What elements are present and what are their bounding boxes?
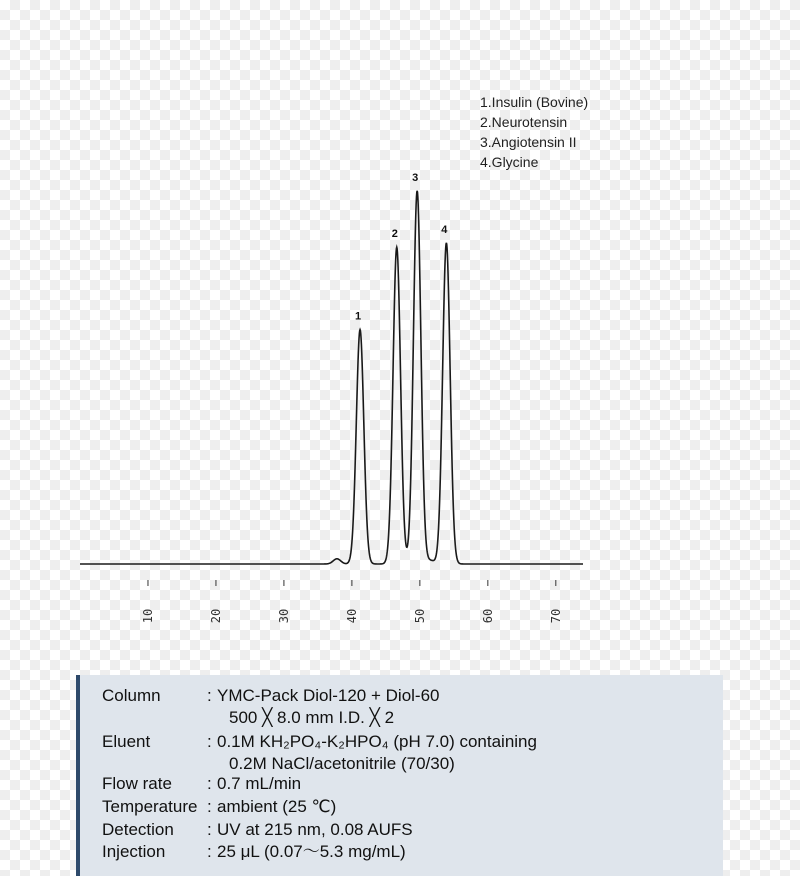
injection-separator: : <box>207 842 212 861</box>
x-tick-label: 30 <box>276 608 291 624</box>
x-tick-label: 20 <box>208 608 223 624</box>
condition-detection <box>102 819 413 841</box>
x-axis-ticks <box>141 580 563 623</box>
legend-item-2: 2.Neurotensin <box>480 114 568 130</box>
detection-separator: : <box>207 820 212 839</box>
detection-label: Detection <box>102 820 174 839</box>
peak-labels <box>355 172 448 323</box>
detection-value: UV at 215 nm, 0.08 AUFS <box>217 820 413 839</box>
column-separator: : <box>207 686 212 705</box>
x-tick-label: 40 <box>344 608 359 624</box>
chromatogram-trace <box>80 191 583 564</box>
peak-label: 4 <box>441 223 448 236</box>
flow-rate-value: 0.7 mL/min <box>217 774 302 793</box>
eluent-value: 0.1M KH₂PO₄-K₂HPO₄ (pH 7.0) containing <box>217 732 537 751</box>
eluent-label: Eluent <box>102 732 151 751</box>
flow-rate-label: Flow rate <box>102 774 172 793</box>
temperature-separator: : <box>207 797 212 816</box>
injection-label: Injection <box>102 842 166 861</box>
legend-item-1: 1.Insulin (Bovine) <box>480 94 589 110</box>
x-tick-label: 50 <box>412 608 427 624</box>
peak-legend <box>480 92 588 172</box>
temperature-value: ambient (25 ℃) <box>217 797 337 816</box>
condition-temperature <box>102 796 336 818</box>
column-value-line2: 500 ╳ 8.0 mm I.D. ╳ 2 <box>229 708 395 727</box>
peak-label: 1 <box>354 310 362 323</box>
condition-column <box>102 685 440 707</box>
x-tick-label: 10 <box>140 608 155 624</box>
column-value: YMC-Pack Diol-120 + Diol-60 <box>217 686 440 705</box>
eluent-value-line2: 0.2M NaCl/acetonitrile (70/30) <box>229 754 455 773</box>
condition-eluent <box>102 731 537 753</box>
x-tick-label: 70 <box>548 608 563 624</box>
temperature-label: Temperature <box>102 797 198 816</box>
condition-flow-rate <box>102 773 301 795</box>
injection-value: 25 μL (0.07～5.3 mg/mL) <box>217 842 406 861</box>
eluent-separator: : <box>207 732 212 751</box>
conditions-panel <box>76 675 723 876</box>
legend-item-3: 3.Angiotensin II <box>480 134 577 150</box>
flow-rate-separator: : <box>207 774 212 793</box>
x-tick-label: 60 <box>480 608 495 624</box>
condition-injection <box>102 841 406 863</box>
peak-label: 2 <box>391 228 398 241</box>
peak-label: 3 <box>412 171 419 184</box>
column-label: Column <box>102 686 161 705</box>
legend-item-4: 4.Glycine <box>480 154 539 170</box>
